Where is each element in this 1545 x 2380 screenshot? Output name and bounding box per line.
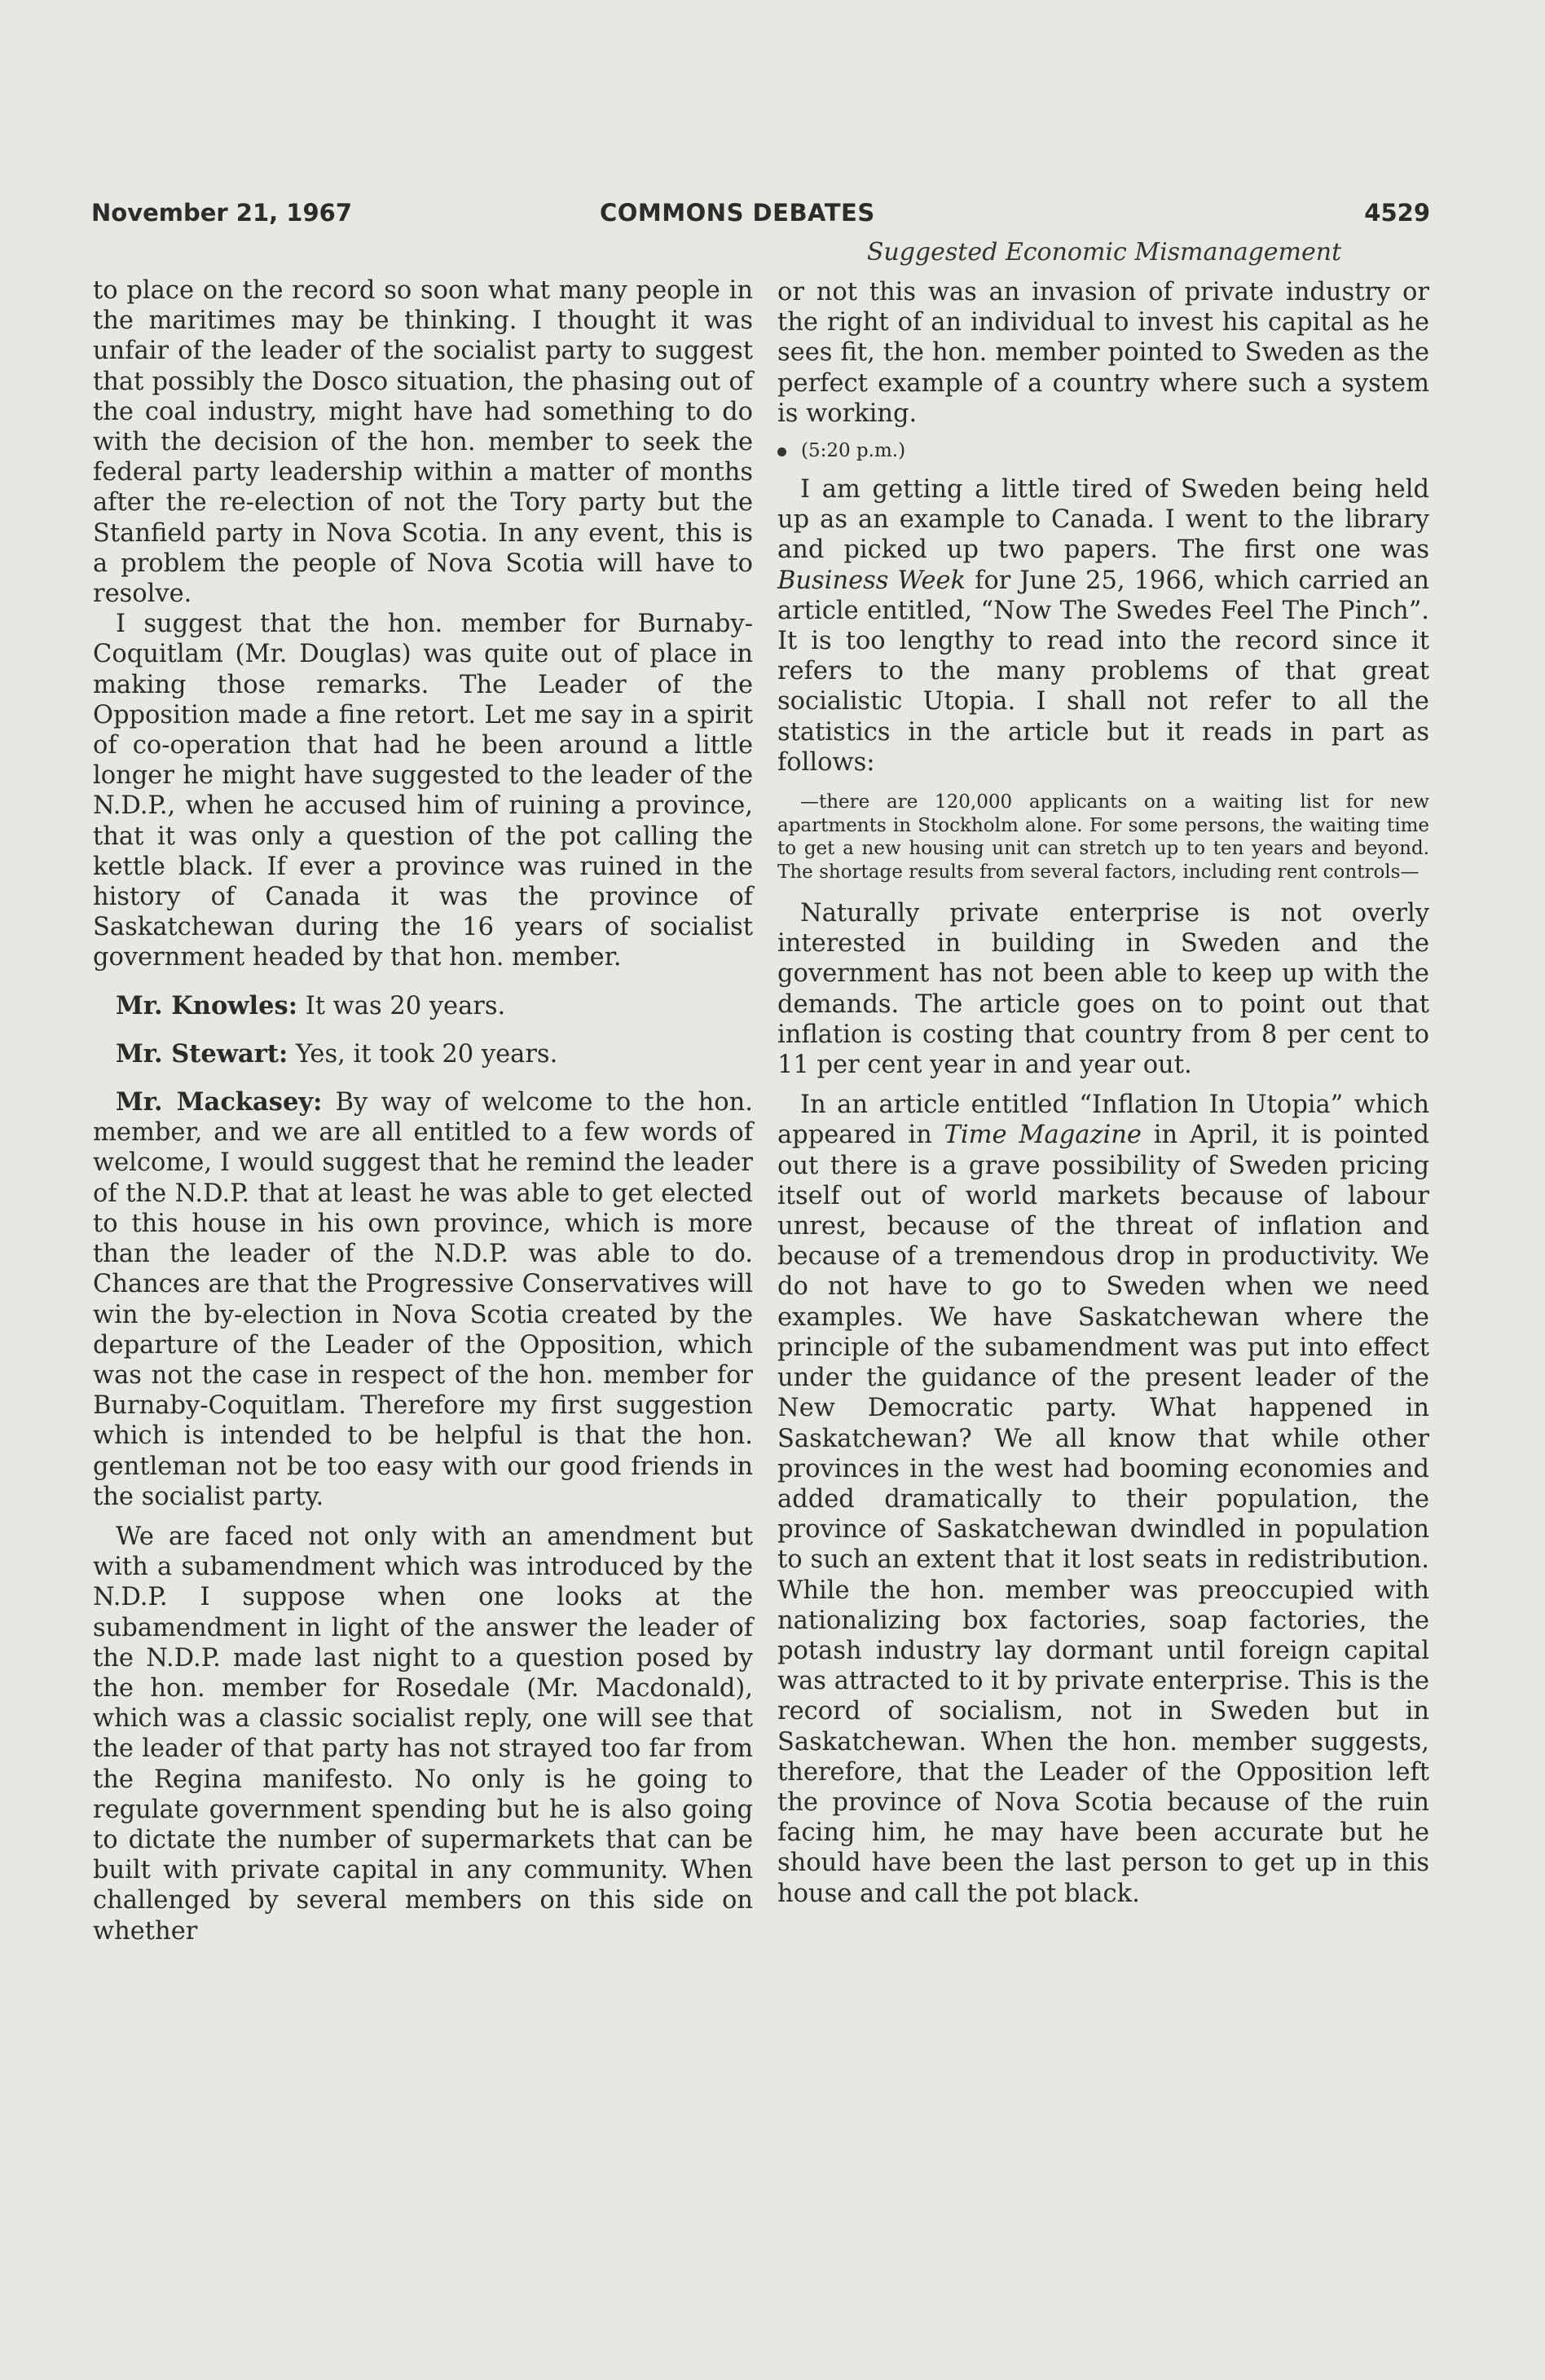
paragraph: or not this was an invasion of private industry or the right of an individual to invest his capital as he sees fit, the hon. member pointed to Sweden as the perfect example of a country where such a system is working.: [777, 278, 1429, 428]
subject-heading: Suggested Economic Mismanagement: [866, 238, 1342, 267]
running-head: [91, 199, 1428, 235]
paragraph: I suggest that the hon. member for Burnaby-Coquitlam (Mr. Douglas) was quite out of place in making those remarks. The Leader of the Opposition made a fine retort. Let me say in a spirit of co-operation that had he been around a little longer he might have suggested to the leader of the N.D.P., when he accused him of ruining a province, that it was only a question of the pot calling the kettle black. If ever a province was ruined in the history of Canada it was the province of Saskatchewan during the 16 years of socialist government headed by that hon. member.: [93, 610, 753, 972]
speech-text: Yes, it took 20 years.: [295, 1039, 558, 1069]
text-run: for June 25, 1966, which carried an article entitled, “Now The Swedes Feel The Pinch”. It is too lengthy to read into the record since it refers to the many problems of that great socialistic Utopia. I shall not refer to all the statistics in the article but it reads in part as follows:: [777, 566, 1429, 777]
paragraph: [777, 474, 1429, 778]
time-stamp-text: (5:20 p.m.): [801, 440, 906, 462]
paragraph: Naturally private enterprise is not overly interested in building in Sweden and the government has not been able to keep up with the demands. The article goes on to point out that inflation is costing that country from 8 per cent to 11 per cent year in and year out.: [777, 899, 1429, 1080]
speech-mackasey: [93, 1087, 753, 1512]
speech-knowles: [93, 991, 753, 1021]
right-column: [777, 277, 1429, 1909]
paragraph: [777, 1090, 1429, 1908]
speech-text: It was 20 years.: [305, 991, 506, 1020]
paragraph: to place on the record so soon what many people in the maritimes may be thinking. I thought it was unfair of the leader of the socialist party to suggest that possibly the Dosco situation, the phasing out of the coal industry, might have had something to do with the decision of the hon. member to seek the federal party leadership within a matter of months after the re-election of not the Tory party but the Stanfield party in Nova Scotia. In any event, this is a problem the people of Nova Scotia will have to resolve.: [93, 276, 753, 609]
page-number: 4529: [1364, 199, 1430, 227]
speech-text: By way of welcome to the hon. member, and we are all entitled to a few words of welcome, I would suggest that he remind the leader of the N.D.P. that at least he was able to get elected to this house in his own province, which is more than the leader of the N.D.P. was able to do. Chances are that the Progressive Conservatives will win the by-election in Nova Scotia created by the departure of the Leader of the Opposition, which was not the case in respect of the hon. member for Burnaby-Coquitlam. Therefore my first suggestion which is intended to be helpful is that the hon. gentleman not be too easy with our good friends in the socialist party.: [93, 1088, 753, 1511]
speaker-name: Mr. Stewart:: [116, 1038, 288, 1069]
speaker-name: Mr. Mackasey:: [116, 1087, 323, 1117]
text-run: in April, it is pointed out there is a grave possibility of Sweden pricing itself out of world markets because of labour unrest, because of the threat of inflation and because of a tremendous drop in productivity. We do not have to go to Sweden when we need examples. We have Saskatchewan where the principle of the subamendment was put into effect under the guidance of the present leader of the New Democratic party. What happened in Saskatchewan? We all know that while other provinces in the west had booming economies and added dramatically to their population, the province of Saskatchewan dwindled in population to such an extent that it lost seats in redistribution. While the hon. member was preoccupied with nationalizing box factories, soap factories, the potash industry lay dormant until foreign capital was attracted to it by private enterprise. This is the record of socialism, not in Sweden but in Saskatchewan. When the hon. member suggests, therefore, that the Leader of the Opposition left the province of Nova Scotia because of the ruin facing him, he may have been accurate but he should have been the last person to get up in this house and call the pot black.: [777, 1121, 1429, 1908]
publication-title: Business Week: [777, 566, 966, 595]
text-run: I am getting a little tired of Sweden being held up as an example to Canada. I went to the library and picked up two papers. The first one was: [777, 475, 1429, 565]
time-stamp: [777, 439, 1429, 463]
publication-title: Time Magazine: [944, 1121, 1142, 1150]
speech-stewart: [93, 1039, 753, 1069]
header-date: November 21, 1967: [91, 199, 352, 227]
text-run: In an article entitled “Inflation In Utopia” which appeared in: [777, 1091, 1429, 1150]
paragraph: We are faced not only with an amendment but with a subamendment which was introduced by the N.D.P. I suppose when one looks at the subamendment in light of the answer the leader of the N.D.P. made last night to a question posed by the hon. member for Rosedale (Mr. Macdonald), which was a classic socialist reply, one will see that the leader of that party has not strayed too far from the Regina manifesto. No only is he going to regulate government spending but he is also going to dictate the number of supermarkets that can be built with private capital in any community. When challenged by several members on this side on whether: [93, 1522, 753, 1946]
bullet-icon: [777, 447, 786, 456]
block-quote: —there are 120,000 applicants on a waiting list for new apartments in Stockholm alone. For some persons, the waiting time to get a new housing unit can stretch up to ten years and beyond. The shortage results from several factors, including rent controls—: [777, 791, 1429, 883]
header-title: COMMONS DEBATES: [600, 199, 875, 227]
left-column: [93, 275, 753, 1946]
speaker-name: Mr. Knowles:: [116, 990, 297, 1020]
